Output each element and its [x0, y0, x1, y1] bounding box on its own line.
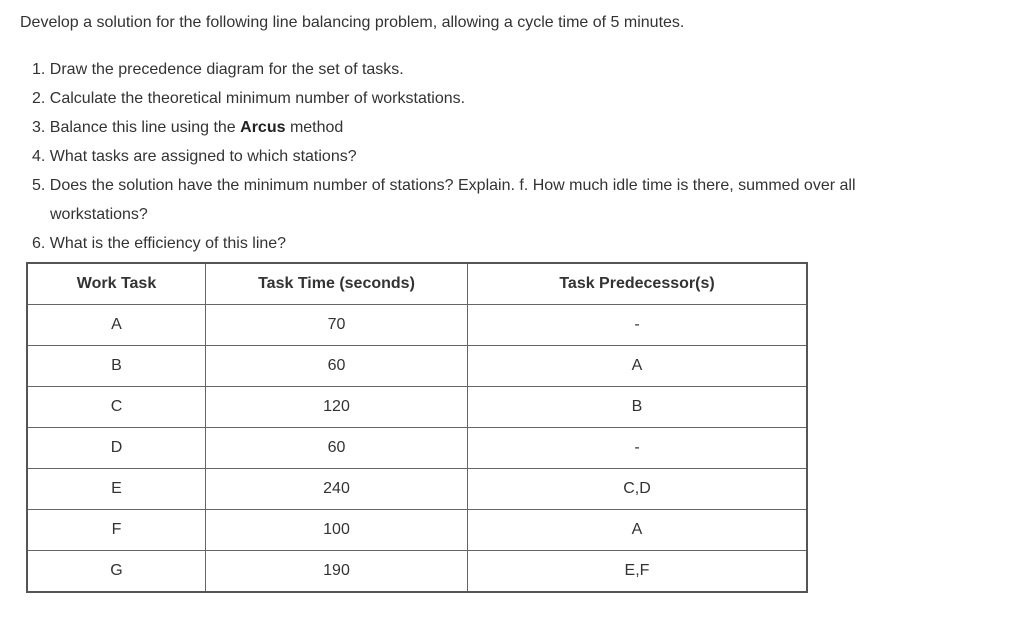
question-text: Draw the precedence diagram for the set of tasks.	[49, 61, 404, 78]
cell-task: C	[27, 387, 206, 428]
cell-time: 70	[206, 305, 468, 346]
task-table	[26, 262, 808, 593]
question-item	[32, 113, 1012, 142]
question-text-continued: workstations?	[50, 206, 148, 223]
cell-predecessor: C,D	[468, 469, 808, 510]
header-task-time: Task Time (seconds)	[206, 263, 468, 305]
cell-time: 60	[206, 346, 468, 387]
table-row	[27, 305, 807, 346]
question-item	[32, 171, 1012, 229]
cell-task: A	[27, 305, 206, 346]
cell-time: 240	[206, 469, 468, 510]
question-item	[32, 142, 1012, 171]
question-number: 4.	[32, 148, 46, 165]
cell-predecessor: -	[468, 428, 808, 469]
table-header-row	[27, 263, 807, 305]
question-item	[32, 55, 1012, 84]
cell-time: 190	[206, 551, 468, 593]
cell-predecessor: A	[468, 346, 808, 387]
question-text: Calculate the theoretical minimum number of workstations.	[49, 90, 466, 107]
question-text: method	[285, 119, 344, 136]
question-item	[32, 229, 1012, 258]
question-text: Does the solution have the minimum number of stations? Explain. f. How much idle time is there, summed over all	[49, 177, 856, 194]
question-text: Balance this line using the	[49, 119, 241, 136]
question-number: 2.	[32, 90, 46, 107]
table-row	[27, 428, 807, 469]
question-item	[32, 84, 1012, 113]
question-text: What tasks are assigned to which stations?	[49, 148, 357, 165]
question-number: 5.	[32, 177, 46, 194]
cell-time: 100	[206, 510, 468, 551]
question-number: 3.	[32, 119, 46, 136]
cell-time: 120	[206, 387, 468, 428]
cell-task: B	[27, 346, 206, 387]
table-row	[27, 469, 807, 510]
table-row	[27, 387, 807, 428]
table-row	[27, 346, 807, 387]
cell-task: D	[27, 428, 206, 469]
question-number: 6.	[32, 235, 46, 252]
question-text: What is the efficiency of this line?	[49, 235, 287, 252]
table-row	[27, 551, 807, 593]
cell-predecessor: -	[468, 305, 808, 346]
header-predecessors: Task Predecessor(s)	[468, 263, 808, 305]
cell-task: E	[27, 469, 206, 510]
question-number: 1.	[32, 61, 46, 78]
cell-predecessor: B	[468, 387, 808, 428]
cell-predecessor: A	[468, 510, 808, 551]
cell-time: 60	[206, 428, 468, 469]
header-work-task: Work Task	[27, 263, 206, 305]
table-row	[27, 510, 807, 551]
problem-intro: Develop a solution for the following line balancing problem, allowing a cycle time of 5 minutes.	[20, 14, 685, 31]
cell-task: F	[27, 510, 206, 551]
question-list	[32, 55, 1012, 258]
cell-task: G	[27, 551, 206, 593]
method-name: Arcus	[240, 119, 286, 136]
cell-predecessor: E,F	[468, 551, 808, 593]
